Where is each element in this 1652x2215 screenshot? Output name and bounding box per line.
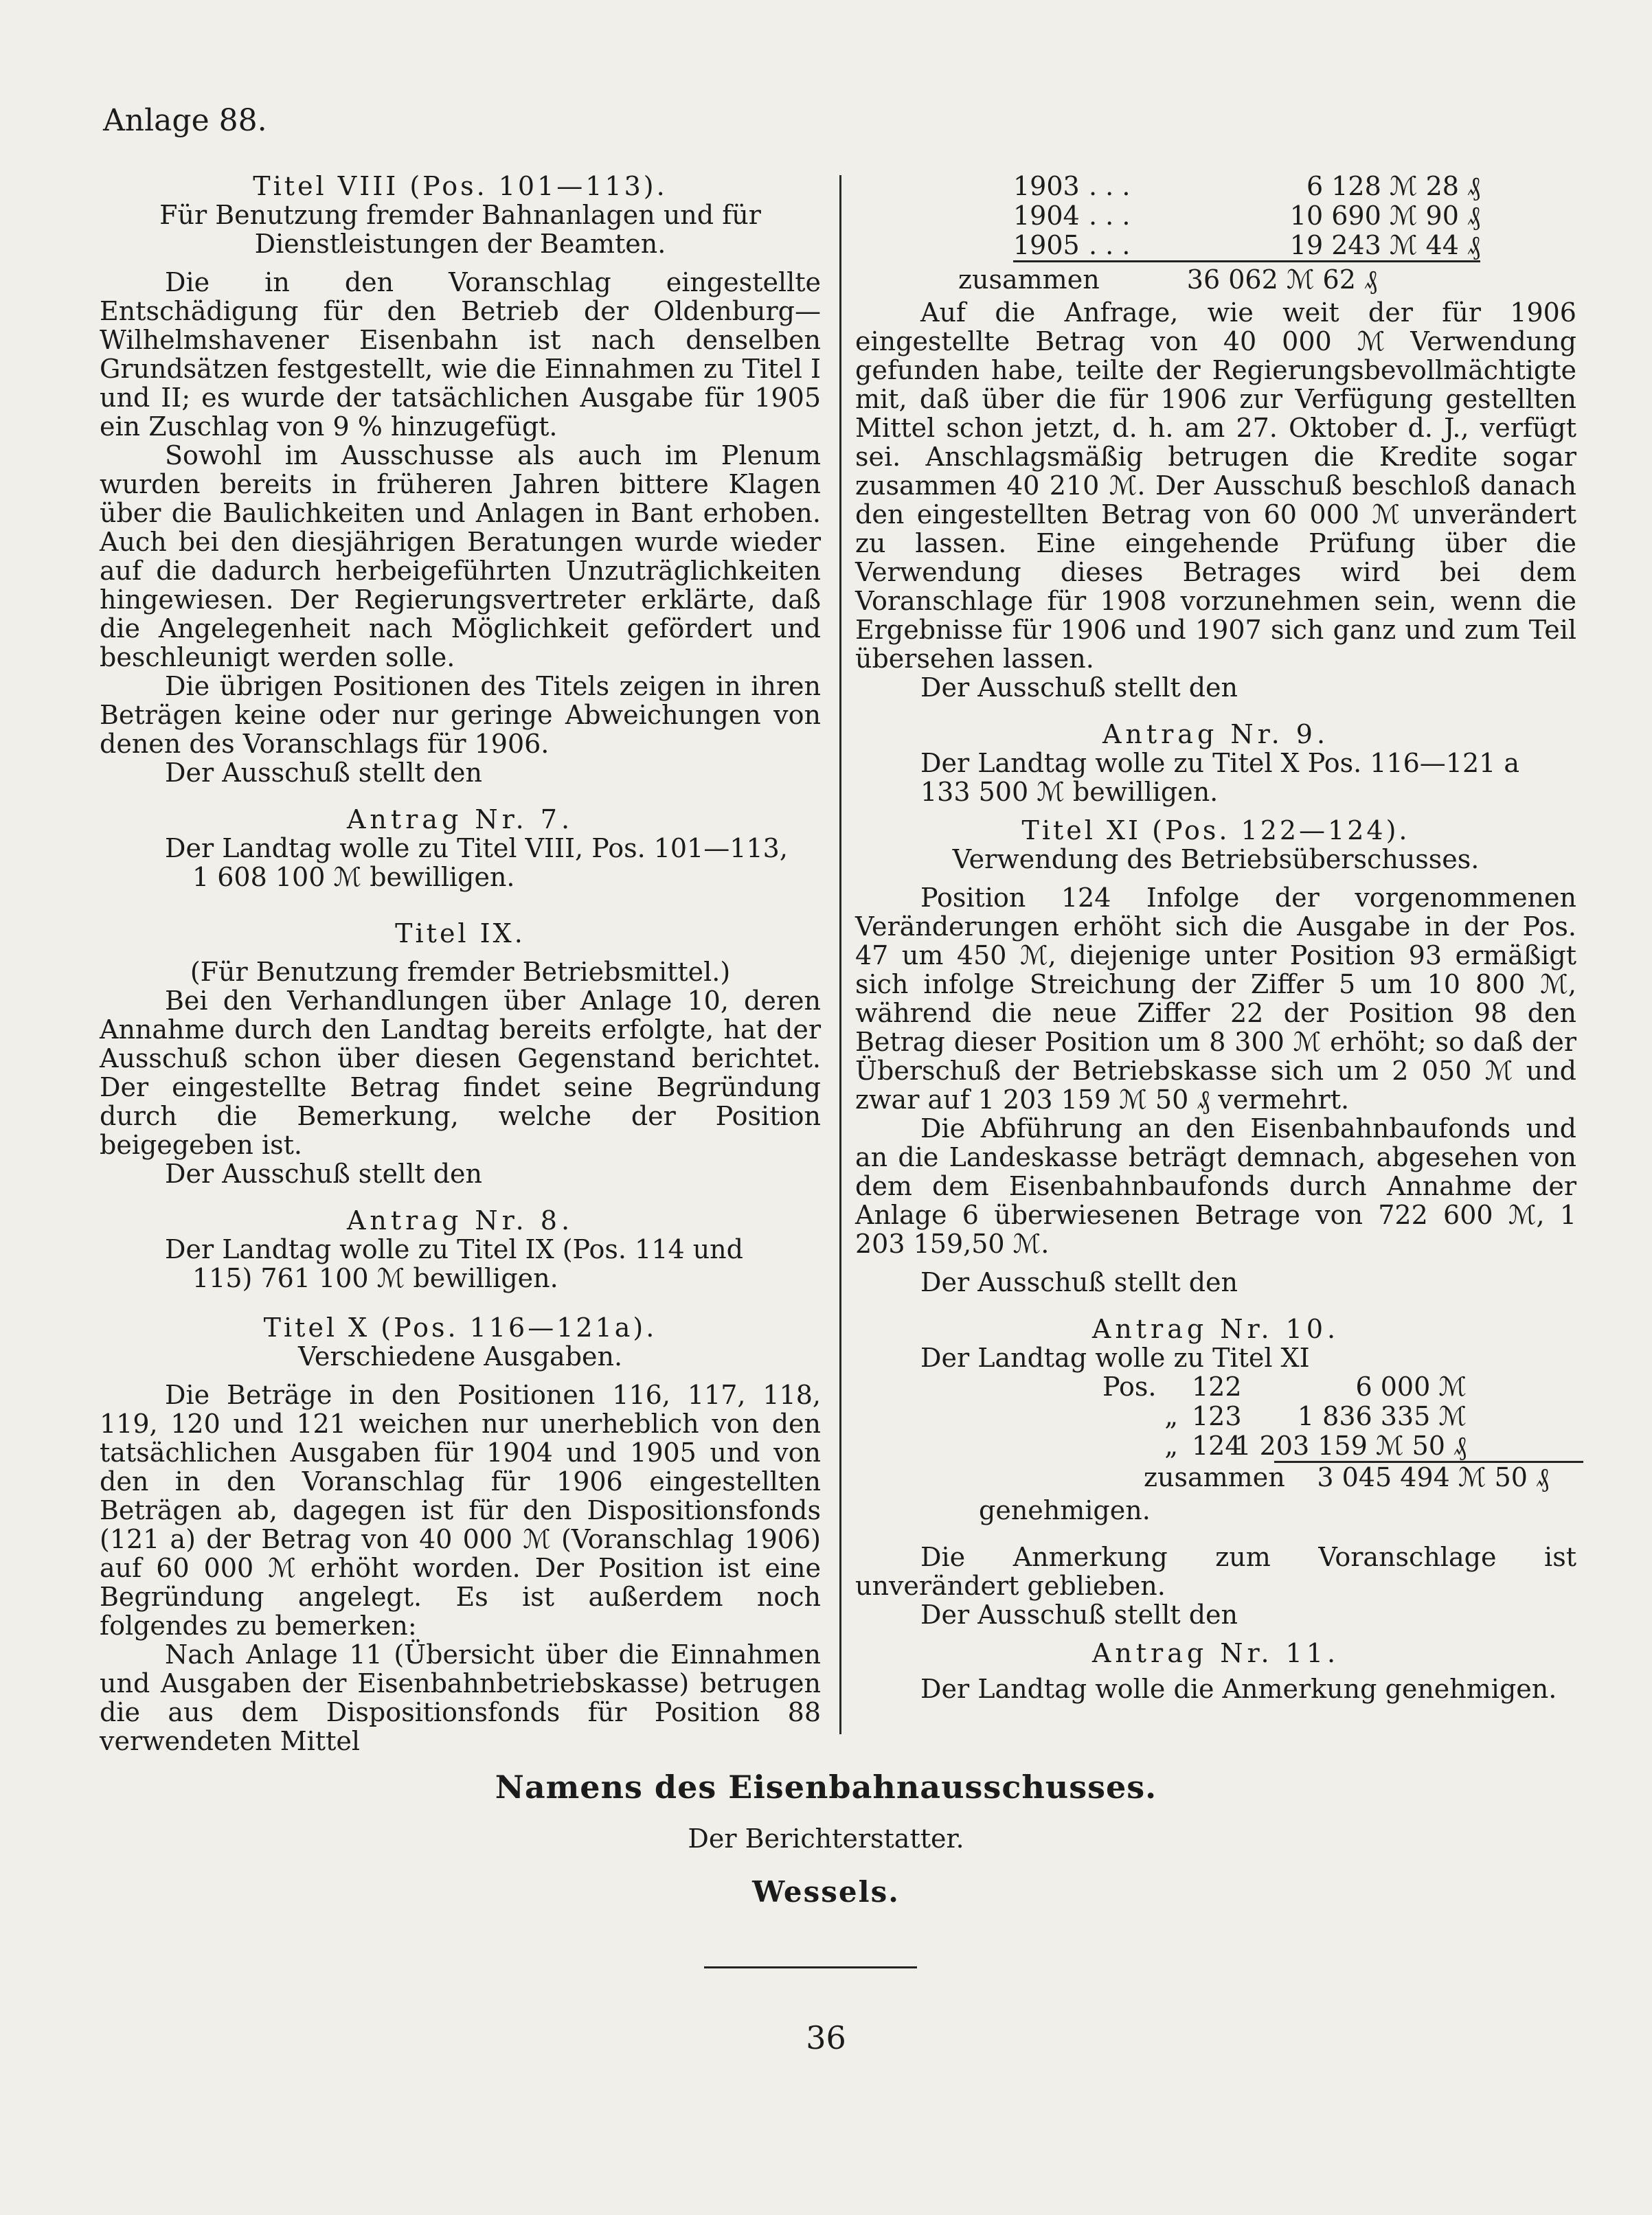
motion-line: 133 500 ℳ bewilligen.: [920, 777, 1219, 807]
section-title-viii: Titel VIII (Pos. 101—113).: [253, 171, 668, 201]
section-title-xi: Titel XI (Pos. 122—124).: [1021, 815, 1410, 845]
total-label: zusammen: [958, 264, 1100, 295]
ditto-mark: „: [1164, 1401, 1178, 1431]
section-subtitle-ix: (Für Benutzung fremder Betriebsmittel.): [190, 957, 731, 987]
approve-line: genehmigen.: [979, 1495, 1151, 1525]
annex-label: Anlage 88.: [103, 103, 267, 138]
dots: . . .: [1089, 201, 1131, 231]
pos-number: 122: [1192, 1372, 1242, 1402]
paragraph: Position 124 Infolge der vorgenommenen Veränderungen erhöht sich die Ausgabe in der Pos. 47 um 450 ℳ, diejenige unter Position 93 ermäßigt sich infolge Streichung der Ziffer 5 um 10 800 ℳ, während die neue Ziffer 22 der Position 98 den Betrag dieser Position um 8 300 ℳ erhöht; so daß der Überschuß der Betriebskasse sich um 2 050 ℳ und zwar auf 1 203 159 ℳ 50 ₰ vermehrt.: [855, 883, 1576, 1115]
total-amount: 36 062 ℳ 62 ₰: [1186, 264, 1377, 295]
pos-label: Pos.: [1102, 1372, 1157, 1402]
table-row: [1013, 172, 1576, 201]
section-subtitle-viii: Für Benutzung fremder Bahnanlagen und für Dienstleistungen der Beamten.: [159, 200, 761, 259]
pos-amount: 1 203 159 ℳ 50 ₰: [1234, 1431, 1467, 1461]
motion-line: 115) 761 100 ℳ bewilligen.: [192, 1263, 558, 1293]
motion-title-11: Antrag Nr. 11.: [1091, 1638, 1340, 1668]
left-column: [100, 172, 821, 1756]
section-subtitle-x: Verschiedene Ausgaben.: [297, 1341, 623, 1372]
right-column: [855, 172, 1576, 1703]
ditto-mark: „: [1164, 1431, 1178, 1461]
motion-title-8: Antrag Nr. 8.: [346, 1205, 574, 1236]
total-label: zusammen: [1144, 1462, 1285, 1492]
signature-name: Wessels.: [752, 1875, 900, 1909]
committee-line: Der Ausschuß stellt den: [920, 672, 1238, 703]
paragraph: Die Beträge in den Positionen 116, 117, 118, 119, 120 und 121 weichen nur unerheblich von den tatsächlichen Ausgaben für 1904 und 1905 und von den in den Voranschlag für 1906 eingestellten Beträgen ab, dagegen ist für den Dispositionsfonds (121 a) der Betrag von 40 000 ℳ (Voranschlag 1906) auf 60 000 ℳ erhöht worden. Der Position ist eine Begründung angelegt. Es ist außerdem noch folgendes zu bemerken:: [100, 1380, 821, 1641]
dots: . . .: [1089, 171, 1131, 201]
committee-line: Der Ausschuß stellt den: [920, 1600, 1238, 1630]
motion-text-8: [100, 1235, 821, 1293]
section-title-x: Titel X (Pos. 116—121a).: [263, 1313, 657, 1343]
motion-line: Der Landtag wolle zu Titel VIII, Pos. 101—113,: [165, 833, 788, 863]
motion-title-7: Antrag Nr. 7.: [346, 804, 574, 834]
motion-line: Der Landtag wolle die Anmerkung genehmigen.: [920, 1674, 1557, 1704]
section-title-ix: Titel IX.: [395, 918, 525, 949]
column-divider: [839, 175, 841, 1734]
year-cell: 1904: [1013, 201, 1080, 231]
committee-line: Der Ausschuß stellt den: [920, 1267, 1238, 1297]
paragraph: Die in den Voranschlag eingestellte Entschädigung für den Betrieb der Oldenburg—Wilhelmshavener Eisenbahn ist nach denselben Grundsätzen festgestellt, wie die Einnahmen zu Titel I und II; es wurde der tatsächlichen Ausgabe für 1905 ein Zuschlag von 9 % hinzugefügt.: [100, 267, 821, 442]
page-number: 36: [806, 2019, 846, 2056]
table-row: [1013, 231, 1480, 262]
pos-amount: 1 836 335 ℳ: [1297, 1401, 1467, 1431]
signature-org: Namens des Eisenbahnausschusses.: [495, 1769, 1157, 1806]
paragraph: Die Anmerkung zum Voranschlage ist unverändert geblieben.: [855, 1542, 1576, 1601]
motion-line: 1 608 100 ℳ bewilligen.: [192, 862, 515, 892]
bottom-rule: [704, 1966, 917, 1968]
motion-text-7: [100, 834, 821, 891]
table-row: [1013, 201, 1576, 231]
paragraph: Bei den Verhandlungen über Anlage 10, deren Annahme durch den Landtag bereits erfolgte, hat der Ausschuß schon über diesen Gegenstand berichtet. Der eingestellte Betrag findet seine Begründung durch die Bemerkung, welche der Position beigegeben ist.: [100, 986, 821, 1160]
amount-cell: 19 243 ℳ 44 ₰: [1289, 230, 1480, 260]
amount-cell: 6 128 ℳ 28 ₰: [1306, 171, 1480, 201]
table-row: [1102, 1372, 1576, 1402]
positions-table: [1102, 1372, 1576, 1461]
motion-line: Der Landtag wolle zu Titel IX (Pos. 114 und: [165, 1234, 743, 1264]
motion-line: Der Landtag wolle zu Titel X Pos. 116—121 a: [920, 748, 1520, 778]
section-subtitle-xi: Verwendung des Betriebsüberschusses.: [952, 844, 1480, 874]
dots: . . .: [1089, 230, 1131, 260]
committee-line: Der Ausschuß stellt den: [165, 758, 483, 788]
expense-table: [958, 171, 1576, 298]
total-amount: 3 045 494 ℳ 50 ₰: [1317, 1462, 1549, 1492]
amount-cell: 10 690 ℳ 90 ₰: [1289, 201, 1480, 231]
table-row: [1102, 1402, 1576, 1431]
paragraph: Nach Anlage 11 (Übersicht über die Einnahmen und Ausgaben der Eisenbahnbetriebskasse) betrugen die aus dem Dispositionsfonds für Position 88 verwendeten Mittel: [100, 1639, 821, 1756]
paragraph: Sowohl im Ausschusse als auch im Plenum wurden bereits in früheren Jahren bittere Klagen über die Baulichkeiten und Anlagen in Bant erhoben. Auch bei den diesjährigen Beratungen wurde wieder auf die dadurch herbeigeführten Unzuträglichkeiten hingewiesen. Der Regierungsvertreter erklärte, daß die Angelegenheit nach Möglichkeit gefördert und beschleunigt werden solle.: [100, 440, 821, 672]
positions-total-row: [1144, 1463, 1576, 1496]
pos-number: 124: [1192, 1431, 1242, 1461]
paragraph: Die übrigen Positionen des Titels zeigen in ihren Beträgen keine oder nur geringe Abweichungen von denen des Voranschlags für 1906.: [100, 671, 821, 759]
table-row: [1102, 1431, 1576, 1461]
pos-amount: 6 000 ℳ: [1355, 1372, 1467, 1402]
committee-line: Der Ausschuß stellt den: [165, 1159, 483, 1189]
paragraph: Die Abführung an den Eisenbahnbaufonds und an die Landeskasse beträgt demnach, abgesehen von dem dem Eisenbahnbaufonds durch Annahme der Anlage 6 überwiesenen Betrage von 722 600 ℳ, 1 203 159,50 ℳ.: [855, 1113, 1576, 1259]
signature-role: Der Berichterstatter.: [688, 1824, 964, 1854]
paragraph: Auf die Anfrage, wie weit der für 1906 eingestellte Betrag von 40 000 ℳ Verwendung gefunden habe, teilte der Regierungsbevollmächtigte mit, daß über die für 1906 zur Verfügung gestellten Mittel schon jetzt, d. h. am 27. Oktober d. J., verfügt sei. Anschlagsmäßig betrugen die Kredite sogar zusammen 40 210 ℳ. Der Ausschuß beschloß danach den eingestellten Betrag von 60 000 ℳ unverändert zu lassen. Eine eingehende Prüfung über die Verwendung dieses Betrages wird bei dem Voranschlage für 1908 vorzunehmen sein, wenn die Ergebnisse für 1906 und 1907 sich ganz und zum Teil übersehen lassen.: [855, 297, 1576, 674]
year-cell: 1905: [1013, 230, 1080, 260]
motion-title-9: Antrag Nr. 9.: [1102, 719, 1330, 749]
motion-line: Der Landtag wolle zu Titel XI: [920, 1343, 1310, 1373]
table-total-row: [958, 262, 1576, 298]
year-cell: 1903: [1013, 171, 1080, 201]
pos-number: 123: [1192, 1401, 1242, 1431]
motion-title-10: Antrag Nr. 10.: [1091, 1314, 1340, 1344]
motion-text-9: [855, 749, 1576, 806]
